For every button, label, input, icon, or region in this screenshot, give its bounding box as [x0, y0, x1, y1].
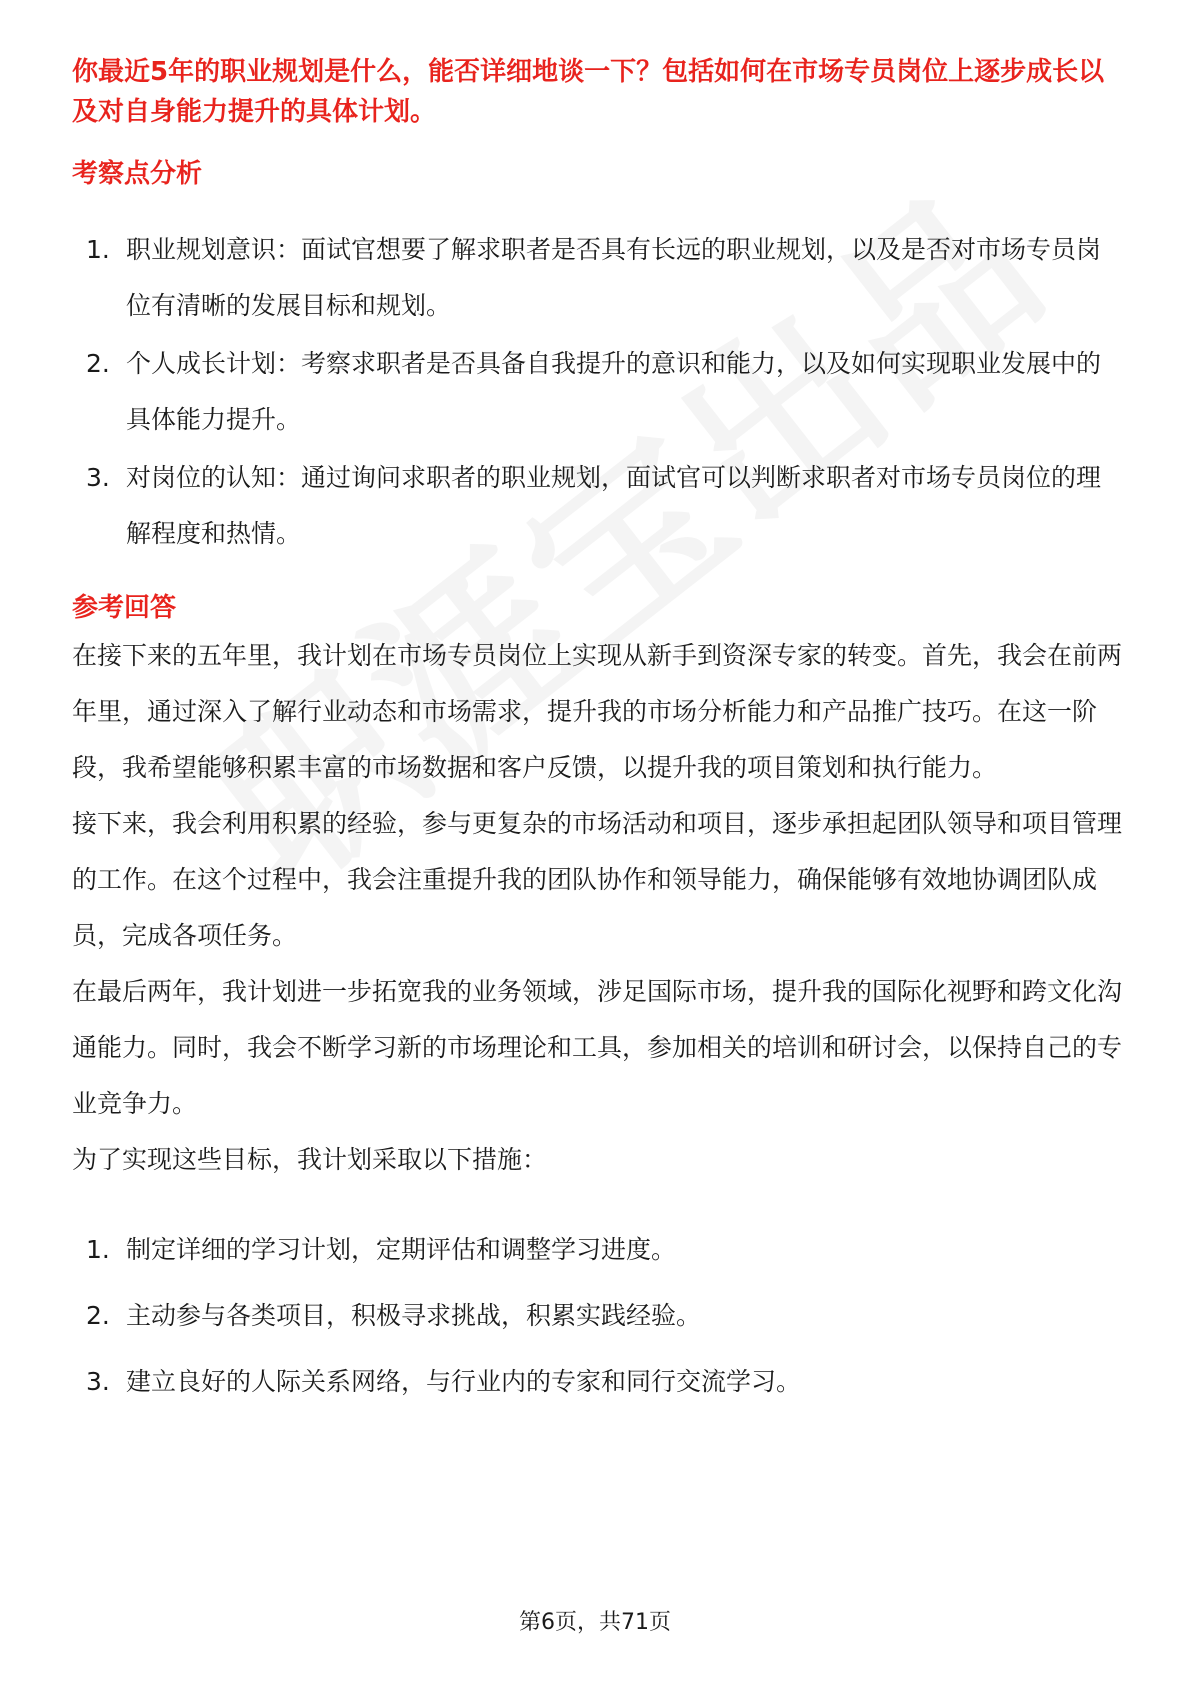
answer-paragraph: 为了实现这些目标，我计划采取以下措施：: [72, 1145, 548, 1174]
list-item-text: 考察求职者是否具备自我提升的意识和能力，以及如何实现职业发展中的具体能力提升。: [126, 349, 1102, 434]
list-item: [72, 336, 1122, 448]
measures-list: [72, 1222, 1122, 1410]
list-item-number: 1.: [86, 235, 110, 264]
list-item-number: 3.: [86, 1367, 110, 1396]
list-item: [72, 1288, 1122, 1344]
list-item-text: 制定详细的学习计划，定期评估和调整学习进度。: [126, 1235, 677, 1264]
analysis-list: [72, 222, 1122, 562]
list-item-number: 1.: [86, 1235, 110, 1264]
list-item-text: 面试官想要了解求职者是否具有长远的职业规划，以及是否对市场专员岗位有清晰的发展目标和规划。: [126, 235, 1102, 320]
list-item: [72, 450, 1122, 562]
answer-paragraph: 在最后两年，我计划进一步拓宽我的业务领域，涉足国际市场，提升我的国际化视野和跨文化沟通能力。同时，我会不断学习新的市场理论和工具，参加相关的培训和研讨会，以保持自己的专业竞争力。: [72, 977, 1123, 1118]
list-item: [72, 222, 1122, 334]
list-item-number: 2.: [86, 349, 110, 378]
question-title: 你最近5年的职业规划是什么，能否详细地谈一下？包括如何在市场专员岗位上逐步成长以及对自身能力提升的具体计划。: [72, 57, 1105, 127]
list-item-title: 个人成长计划：: [126, 349, 302, 378]
list-item: [72, 1222, 1122, 1278]
list-item-number: 3.: [86, 463, 110, 492]
analysis-heading: 考察点分析: [72, 159, 203, 189]
answer-heading: 参考回答: [72, 593, 177, 623]
list-item-title: 职业规划意识：: [126, 235, 302, 264]
answer-paragraph: 接下来，我会利用积累的经验，参与更复杂的市场活动和项目，逐步承担起团队领导和项目管理的工作。在这个过程中，我会注重提升我的团队协作和领导能力，确保能够有效地协调团队成员，完成各项任务。: [72, 809, 1123, 950]
answer-paragraph: 在接下来的五年里，我计划在市场专员岗位上实现从新手到资深专家的转变。首先，我会在前两年里，通过深入了解行业动态和市场需求，提升我的市场分析能力和产品推广技巧。在这一阶段，我希望能够积累丰富的市场数据和客户反馈，以提升我的项目策划和执行能力。: [72, 641, 1123, 782]
list-item-title: 对岗位的认知：: [126, 463, 302, 492]
list-item-number: 2.: [86, 1301, 110, 1330]
list-item-text: 建立良好的人际关系网络，与行业内的专家和同行交流学习。: [126, 1367, 802, 1396]
list-item-text: 通过询问求职者的职业规划，面试官可以判断求职者对市场专员岗位的理解程度和热情。: [126, 463, 1102, 548]
document-body: [72, 52, 1122, 1420]
list-item: [72, 1354, 1122, 1410]
page-number: 第6页，共71页: [519, 1610, 671, 1635]
list-item-text: 主动参与各类项目，积极寻求挑战，积累实践经验。: [126, 1301, 702, 1330]
